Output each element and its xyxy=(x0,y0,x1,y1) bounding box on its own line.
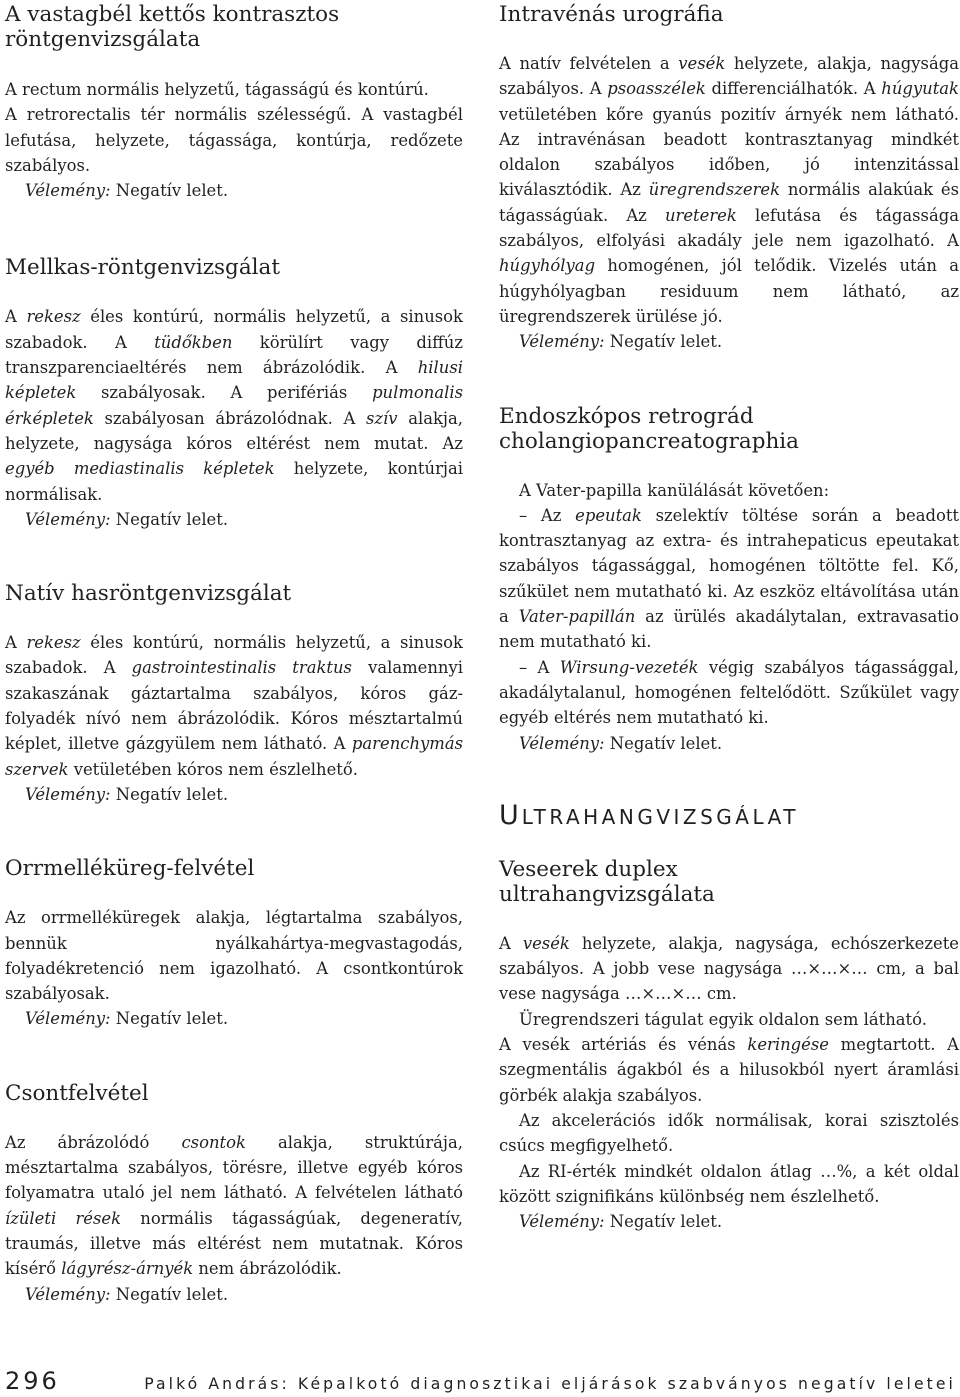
section-title-ercp: Endoszkópos retrográd cholangiopancreatographia xyxy=(499,403,799,454)
paragraph: Az RI-érték mindkét oldalon átlag …%, a két oldal között szignifikáns különbség nem észlelhető. xyxy=(499,1161,959,1206)
paragraph: – Az epeutak szelektív töltése során a beadott kontrasztanyag az extra- és intrahepaticus epeutakat szabályos tágassággal, homogénen töltötte fel. Kő, szűkület nem mutatható ki. Az eszköz eltávolítása után a Vater-papillán az ürülés akadálytalan, extravasatio nem mutatható ki. xyxy=(499,505,960,652)
section-title-urografia: Intravénás urográfia xyxy=(499,2,724,27)
paragraph: A Vater-papilla kanülálását követően: xyxy=(519,480,830,500)
paragraph: Az ábrázolódó csontok alakja, struktúrája, mésztartalma szabályos, törésre, illetve egyéb kóros folyamatra utaló jel nem látható. A felvételen látható ízületi rések normális tágasságúak, degeneratív, traumás, illetve más eltérést nem mutatnak. Kóros kísérő lágyrész-árnyék nem ábrázolódik. xyxy=(5,1132,463,1279)
paragraph: A rectum normális helyzetű, tágasságú és kontúrú. xyxy=(5,80,429,99)
paragraph: A vesék artériás és vénás keringése megtartott. A szegmentális ágakból és a hilusokból nyert áramlási görbék alakja szabályos. xyxy=(499,1035,960,1105)
paragraph: A vesék helyzete, alakja, nagysága, echószerkezete szabályos. A jobb vese nagysága …×…×… cm, a bal vese nagysága …×…×… cm. xyxy=(499,933,959,1004)
opinion-text: Negatív lelet. xyxy=(110,181,229,201)
opinion-line: Vélemény: Negatív lelet. xyxy=(25,784,229,804)
paragraph: – A Wirsung-vezeték végig szabályos tágassággal, akadálytalanul, homogénen feltelődött. Szűkület vagy egyéb eltérés nem mutatható ki. xyxy=(499,657,960,728)
opinion-line: Vélemény: Negatív lelet. xyxy=(25,509,229,529)
chapter-heading-ultrahang: ULTRAHANGVIZSGÁLAT xyxy=(499,799,799,831)
opinion-line: Vélemény: Negatív lelet. xyxy=(25,1284,229,1304)
paragraph: Az akcelerációs idők normálisak, korai szisztolés csúcs megfigyelhető. xyxy=(499,1110,959,1156)
paragraph: A retrorectalis tér normális szélességű. A vastagbél lefutása, helyzete, tágassága, kontúrja, redőzete szabályos. xyxy=(5,105,463,175)
running-title: Palkó András: Képalkotó diagnosztikai eljárások szabványos negatív leletei xyxy=(144,1375,956,1393)
right-column xyxy=(499,0,959,1234)
page-number: 296 xyxy=(5,1367,60,1395)
opinion-label: Vélemény: xyxy=(25,181,111,201)
opinion-line: Vélemény: Negatív lelet. xyxy=(519,733,723,753)
paragraph: Az orrmelléküregek alakja, légtartalma szabályos, bennük nyálkahártya-megvastagodás, folyadékretenció nem igazolható. A csontkontúrok szabályosak. xyxy=(5,908,463,1004)
opinion-line: Vélemény: Negatív lelet. xyxy=(519,332,723,352)
section-title-vastagbel: A vastagbél kettős kontrasztos röntgenvizsgálata xyxy=(5,2,340,52)
paragraph: Üregrendszeri tágulat egyik oldalon sem látható. xyxy=(519,1009,927,1029)
left-column xyxy=(5,0,463,1307)
opinion-line xyxy=(5,178,463,203)
section-title-veseerek: Veseerek duplex ultrahangvizsgálata xyxy=(499,856,715,907)
section-title-orrmelleküreg: Orrmelléküreg-felvétel xyxy=(5,856,255,882)
section-title-mellkas: Mellkas-röntgenvizsgálat xyxy=(5,255,280,281)
section-title-nativ-has: Natív hasröntgenvizsgálat xyxy=(5,581,292,607)
paragraph: A natív felvételen a vesék helyzete, alakja, nagysága szabályos. A psoasszélek differenciálhatók. A húgyutak vetületében kőre gyanús pozitív árnyék nem látható. Az intravénásan beadott kontrasztanyag mindkét oldalon szabályos időben, jó intenzitással kiválasztódik. Az üregrendszerek normális alakúak és tágasságúak. Az ureterek lefutása és tágassága szabályos, elfolyási akadály jele nem igazolható. A húgyhólyag homogénen, jól telődik. Vizelés után a húgyhólyagban residuum nem látható, az üregrendszerek ürülése jó. xyxy=(499,54,960,326)
section-title-csontfelvetel: Csontfelvétel xyxy=(5,1080,149,1106)
opinion-line: Vélemény: Negatív lelet. xyxy=(519,1212,723,1232)
page-footer xyxy=(5,1367,956,1395)
paragraph: A rekesz éles kontúrú, normális helyzetű, a sinusok szabadok. A gastrointestinalis traktus valamennyi szakaszának gáztartalma szabályos, kóros gáz-folyadék nívó nem ábrázolódik. Kóros mésztartalmú képlet, illetve gázgyülem nem látható. A parenchymás szervek vetületében kóros nem észlelhető. xyxy=(5,633,463,779)
paragraph: A rekesz éles kontúrú, normális helyzetű, a sinusok szabadok. A tüdőkben körülírt vagy diffúz transzparenciaeltérés nem ábrázolódik. A hilusi képletek szabályosak. A perifériás pulmonalis érképletek szabályosan ábrázolódnak. A szív alakja, helyzete, nagysága kóros eltérést nem mutat. Az egyéb mediastinalis képletek helyzete, kontúrjai normálisak. xyxy=(5,307,463,504)
opinion-line: Vélemény: Negatív lelet. xyxy=(25,1009,229,1029)
